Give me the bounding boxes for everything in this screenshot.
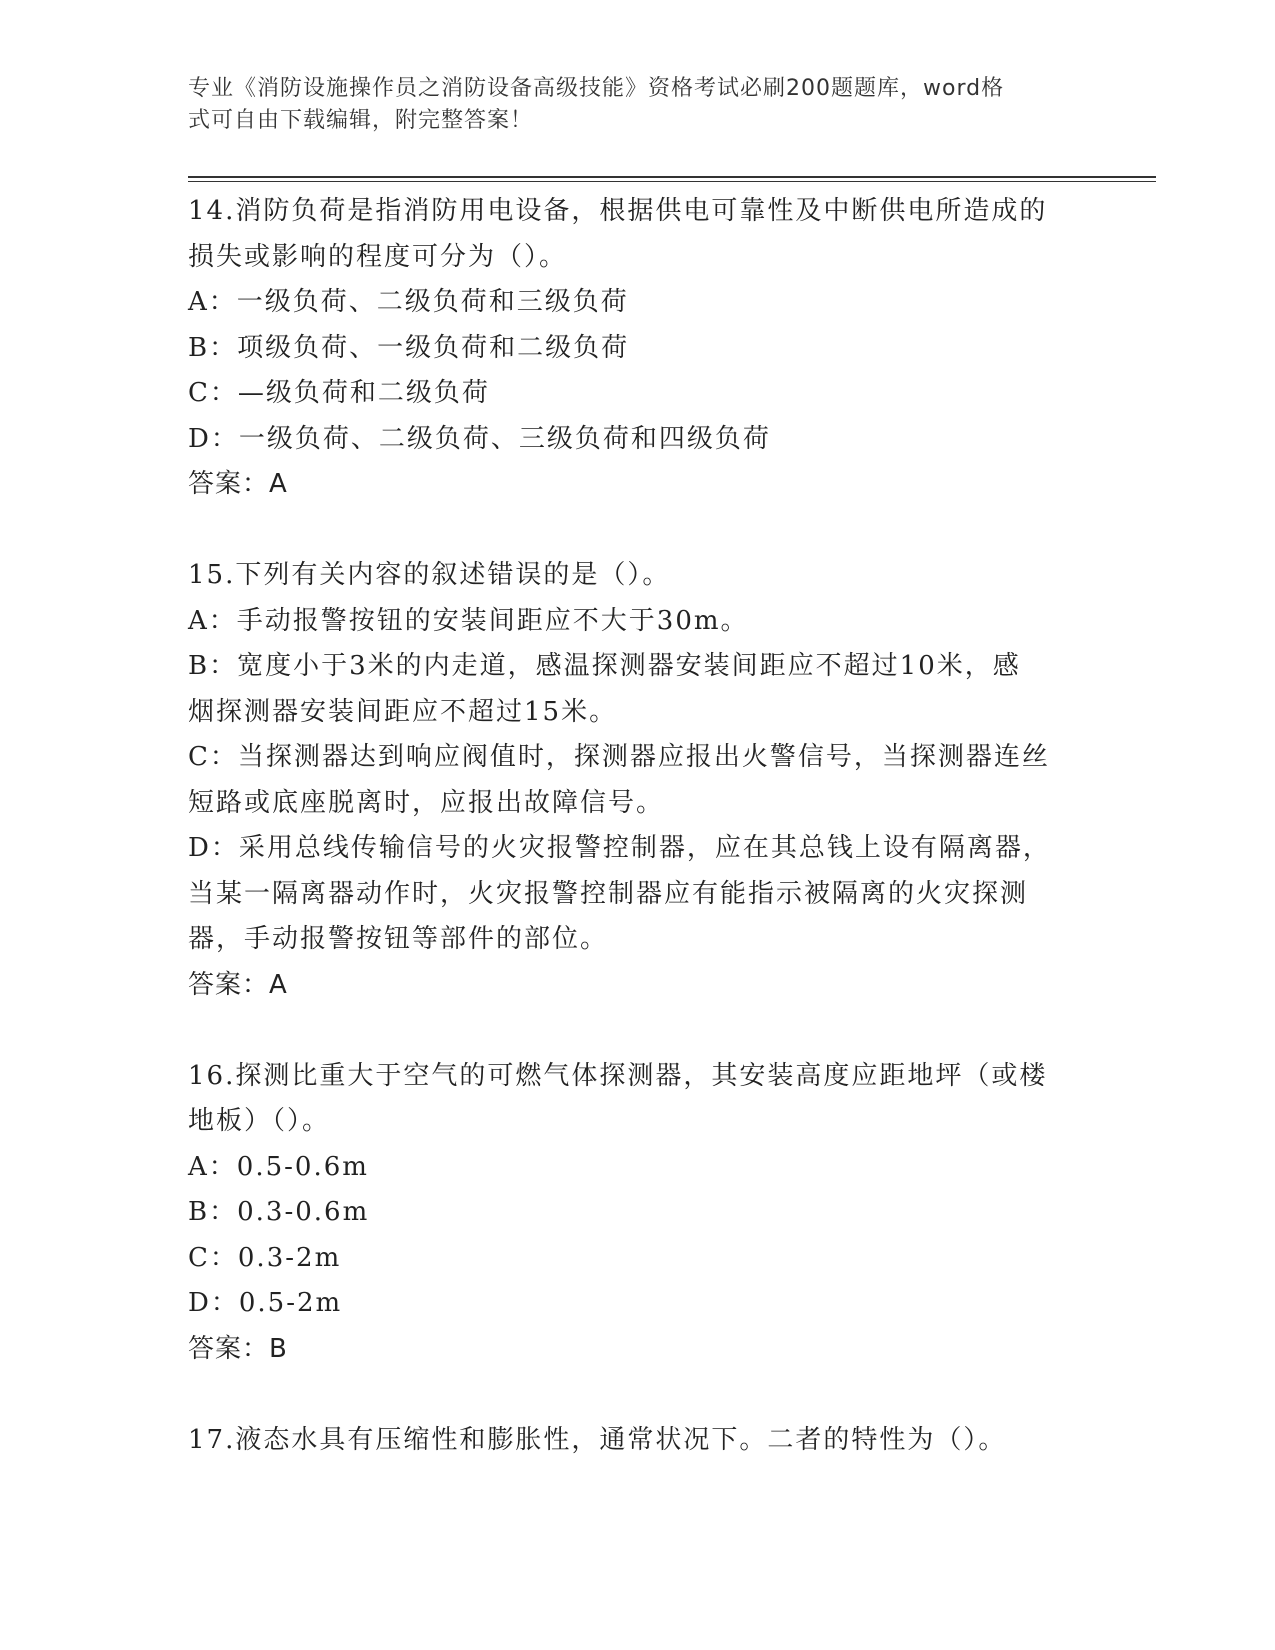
option-b: B：宽度小于3米的内走道，感温探测器安装间距应不超过10米，感 — [188, 651, 1021, 681]
question-14 — [188, 189, 1068, 508]
question-list — [188, 189, 1068, 1509]
answer-label: 答案：B — [188, 1333, 288, 1364]
option-d-cont: 当某一隔离器动作时，火灾报警控制器应有能指示被隔离的火灾探测 — [188, 878, 1029, 909]
answer-label: 答案：A — [188, 969, 288, 1000]
option-d: D：一级负荷、二级负荷、三级负荷和四级负荷 — [188, 423, 771, 454]
option-c: C：0.3-2m — [188, 1242, 342, 1273]
question-text-line: 14.消防负荷是指消防用电设备，根据供电可靠性及中断供电所造成的 — [188, 196, 1048, 226]
option-a: A：一级负荷、二级负荷和三级负荷 — [188, 287, 629, 317]
question-16 — [188, 1054, 1068, 1373]
option-a: A：0.5-0.6m — [188, 1151, 369, 1182]
question-17 — [188, 1418, 1068, 1464]
header-divider-thick — [188, 176, 1156, 178]
option-d-cont: 器，手动报警按钮等部件的部位。 — [188, 924, 609, 954]
question-text-line: 15.下列有关内容的叙述错误的是（）。 — [188, 560, 671, 590]
option-c: C：—级负荷和二级负荷 — [188, 378, 490, 408]
question-text-line: 17.液态水具有压缩性和膨胀性，通常状况下。二者的特性为（）。 — [188, 1424, 1007, 1455]
option-b: B：0.3-0.6m — [188, 1197, 370, 1227]
option-c: C：当探测器达到响应阀值时，探测器应报出火警信号，当探测器连丝 — [188, 742, 1050, 772]
answer-label: 答案：A — [188, 469, 288, 499]
option-b: B：项级负荷、一级负荷和二级负荷 — [188, 332, 630, 363]
option-c-cont: 短路或底座脱离时，应报出故障信号。 — [188, 787, 665, 818]
option-d: D：采用总线传输信号的火灾报警控制器，应在其总钱上设有隔离器， — [188, 833, 1051, 863]
question-15 — [188, 553, 1068, 1008]
question-text-line: 16.探测比重大于空气的可燃气体探测器，其安装高度应距地坪（或楼 — [188, 1060, 1048, 1091]
question-text-line: 损失或影响的程度可分为（）。 — [188, 241, 568, 272]
document-header — [188, 73, 1068, 137]
option-b-cont: 烟探测器安装间距应不超过15米。 — [188, 696, 618, 727]
header-line-2: 式可自由下载编辑，附完整答案！ — [188, 108, 534, 133]
option-d: D：0.5-2m — [188, 1288, 343, 1318]
header-line-1: 专业《消防设施操作员之消防设备高级技能》资格考试必刷200题题库，word格 — [188, 76, 1005, 101]
question-text-line: 地板）（）。 — [188, 1106, 331, 1136]
option-a: A：手动报警按钮的安装间距应不大于30m。 — [188, 605, 749, 636]
header-divider-thin — [188, 181, 1156, 182]
